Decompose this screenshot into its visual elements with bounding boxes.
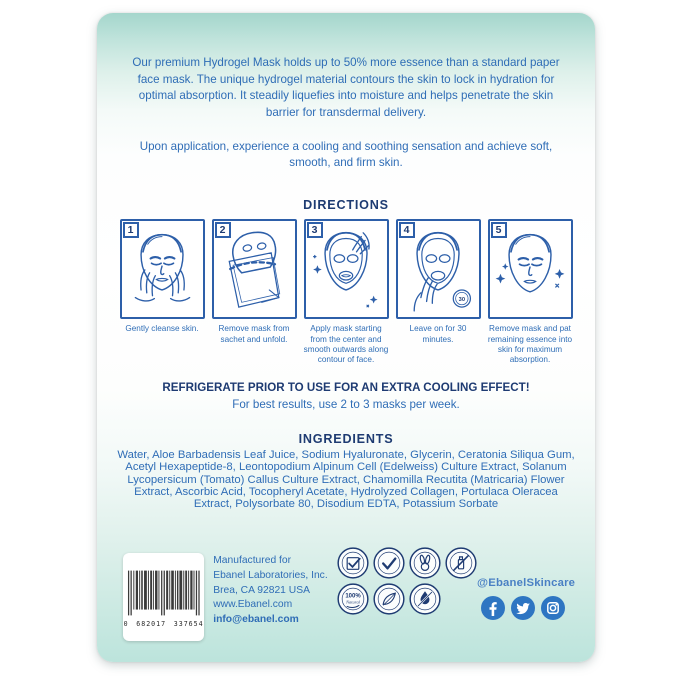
step-3 [304, 219, 389, 366]
step-5-box [488, 219, 573, 319]
refrigerate-tip: REFRIGERATE PRIOR TO USE FOR AN EXTRA COOLING EFFECT! [162, 380, 530, 394]
step-1-caption: Gently cleanse skin. [125, 324, 199, 334]
social-handle: @EbanelSkincare [477, 577, 576, 589]
barcode-bars-icon [127, 567, 201, 619]
barcode-right-group: 337654 [173, 619, 204, 628]
badge-row-bottom [337, 583, 477, 615]
natural-word-label: Natural [346, 599, 360, 605]
step-1-number: 1 [123, 222, 139, 238]
barcode-prefix: 0 [123, 619, 129, 628]
manufactured-for-line: Manufactured for [213, 555, 292, 566]
step-4-number: 4 [399, 222, 415, 238]
step-3-number: 3 [307, 222, 323, 238]
vegan-leaf-icon [373, 583, 405, 615]
step-4 [396, 219, 481, 366]
step-2-caption: Remove mask from sachet and unfold. [218, 324, 290, 344]
step-5 [488, 219, 573, 366]
step-2 [212, 219, 297, 366]
cruelty-free-icon [409, 547, 441, 579]
timer-label: 30 [458, 297, 465, 304]
barcode-left-group: 682017 [136, 619, 167, 628]
oil-free-icon [409, 583, 441, 615]
step-3-box [304, 219, 389, 319]
sulfate-free-icon [373, 547, 405, 579]
best-results-tip: For best results, use 2 to 3 masks per week. [232, 397, 460, 411]
intro-paragraph-2: Upon application, experience a cooling and soothing sensation and achieve soft, smooth, and firm skin. [139, 139, 553, 170]
step-4-caption: Leave on for 30 minutes. [409, 324, 467, 344]
step-4-box [396, 219, 481, 319]
step-2-number: 2 [215, 222, 231, 238]
100-percent-natural-icon [337, 583, 369, 615]
badge-row-top [337, 547, 477, 579]
alcohol-free-icon [445, 547, 477, 579]
paraben-free-icon [337, 547, 369, 579]
intro-paragraph-1: Our premium Hydrogel Mask holds up to 50% more essence than a standard paper face mask. The unique hydrogel material contours the skin to lock in hydration for optimal absorption. It steadily liquefies into moisture and helps penetrate the skin barrier for transdermal delivery. [132, 56, 560, 120]
ingredients-heading: INGREDIENTS [298, 431, 394, 446]
step-5-caption: Remove mask and pat remaining essence into skin for maximum absorption. [487, 324, 573, 365]
facebook-icon [481, 596, 505, 620]
email-line: info@ebanel.com [213, 614, 299, 626]
barcode [123, 553, 204, 641]
website-line: www.Ebanel.com [213, 599, 293, 611]
social-block [477, 577, 576, 620]
barcode-digits [124, 620, 204, 628]
footer [97, 547, 595, 641]
package-panel [97, 13, 595, 662]
instagram-icon [541, 596, 565, 620]
company-name-line: Ebanel Laboratories, Inc. [213, 569, 328, 581]
step-1 [120, 219, 205, 366]
step-2-box [212, 219, 297, 319]
step-5-number: 5 [491, 222, 507, 238]
ingredients-list: Water, Aloe Barbadensis Leaf Juice, Sodium Hyaluronate, Glycerin, Ceratonia Siliqua Gum, Acetyl Hexapeptide-8, Leontopodium Alpinum Cell (Edelweiss) Culture Extract, Solanum Lycopersicum (Tomato) Callus Culture Extract, Chamomilla Recutita (Matricaria) Flower Extract, Ascorbic Acid, Tocopheryl Acetate, Hydrolyzed Collagen, Portulaca Oleracea Extract, Polysorbate 80, Disodium EDTA, Potassium Sorbate [117, 448, 575, 511]
manufacturer-block [213, 554, 335, 628]
certification-badges [337, 547, 477, 619]
step-1-box [120, 219, 205, 319]
natural-percent-label: 100% [345, 593, 361, 600]
directions-heading: DIRECTIONS [303, 198, 389, 213]
twitter-icon [511, 596, 535, 620]
step-3-caption: Apply mask starting from the center and smooth outwards along contour of face. [303, 324, 389, 365]
directions-steps [97, 219, 595, 366]
address-line: Brea, CA 92821 USA [213, 584, 310, 596]
social-icons [477, 596, 569, 620]
